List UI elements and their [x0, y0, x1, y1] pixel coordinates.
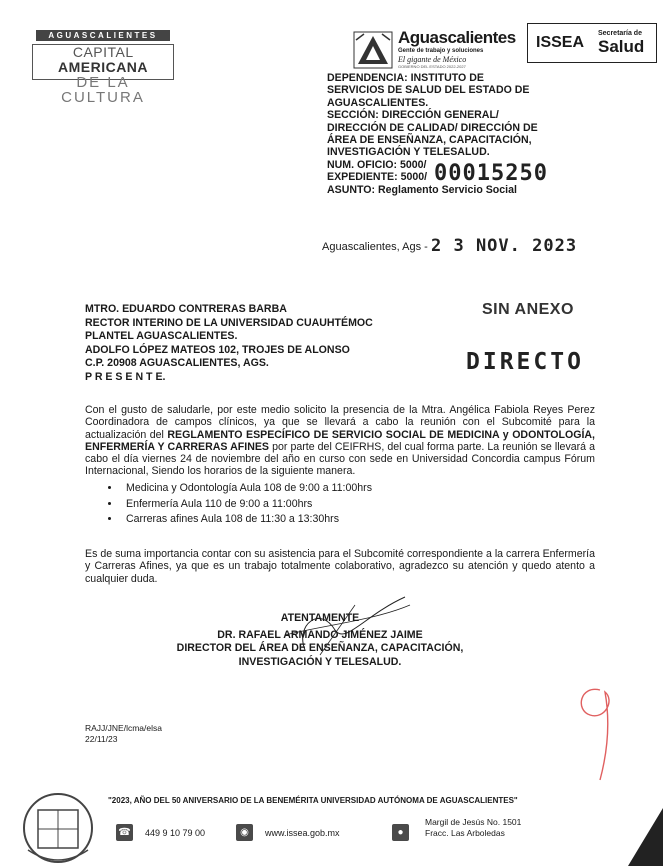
- meta-line: ASUNTO: Reglamento Servicio Social: [327, 183, 517, 196]
- globe-icon: ◉: [236, 824, 253, 841]
- meta-line: NUM. OFICIO: 5000/: [327, 158, 427, 171]
- body-text: por parte del CEIFRHS, del cual forma parte. La reunión se llevará a cabo el día viernes 24 de noviembre del año en curso con sede en Universidad Concordia campus Fórum Internacional, Siendo los horarios de la siguiente manera.: [85, 440, 596, 478]
- salud-label: Salud: [598, 37, 645, 56]
- initials-block: [85, 723, 162, 745]
- directo-stamp: DIRECTO: [466, 349, 584, 375]
- state-emblem-icon: [352, 30, 394, 70]
- footer-lema: "2023, AÑO DEL 50 ANIVERSARIO DE LA BENEMÉRITA UNIVERSIDAD AUTÓNOMA DE AGUASCALIENTES": [108, 796, 518, 805]
- meta-line: EXPEDIENTE: 5000/: [327, 171, 428, 184]
- footer-web: [236, 824, 340, 841]
- issea-salud-logo: [527, 23, 657, 63]
- address-line: Margil de Jesús No. 1501: [425, 817, 522, 827]
- recipient-line: PLANTEL AGUASCALIENTES.: [85, 330, 238, 342]
- recipient-line: P R E S E N T E.: [85, 370, 166, 383]
- footer-address: [425, 817, 521, 839]
- closing-paragraph: Es de suma importancia contar con su asistencia para el Subcomité correspondiente a la carrera Enfermería y Carreras Afines, ya que es un trabajo totalmente colaborativo, agradezco su atención y quedo atento a cualquier duda.: [85, 548, 595, 585]
- americana-word: AMERICANA: [57, 59, 149, 75]
- body-text: Con el gusto de saludarle, por este medio solicito la presencia de la Mtra. Angélica Fabiola Reyes Perez Coordinadora de campos clínicos, ya que se llevará a cabo la reunión con el Subcomité para la actualización del: [85, 404, 595, 441]
- secretaria-label: Secretaría de: [598, 30, 642, 37]
- gov-logo-small: GOBIERNO DEL ESTADO 2022-2027: [398, 64, 466, 69]
- website-link: www.issea.gob.mx: [265, 827, 340, 838]
- footer-phone: [116, 824, 205, 841]
- red-handwritten-mark: [560, 680, 630, 790]
- issea-name: ISSEA: [536, 34, 585, 51]
- signer-title: INVESTIGACIÓN Y TELESALUD.: [238, 655, 402, 668]
- date-place: Aguascalientes, Ags -: [322, 241, 428, 253]
- meta-line: INVESTIGACIÓN Y TELESALUD.: [327, 146, 490, 159]
- recipient-block: [85, 303, 373, 384]
- gov-logo-title: Aguascalientes: [398, 28, 516, 47]
- initials-date: 22/11/23: [85, 734, 118, 744]
- schedule-item: • Enfermería Aula 110 de 9:00 a 11:00hrs: [121, 497, 595, 513]
- date-stamp: 2 3 NOV. 2023: [431, 236, 578, 256]
- meta-line: AGUASCALIENTES.: [327, 96, 429, 109]
- recipient-line: MTRO. EDUARDO CONTRERAS BARBA: [85, 303, 287, 315]
- de-la-cultura: DE LA CULTURA: [61, 74, 145, 106]
- signer-title: DIRECTOR DEL ÁREA DE ENSEÑANZA, CAPACITACIÓN,: [176, 642, 464, 654]
- schedule-item: • Carreras afines Aula 108 de 11:30 a 13:30hrs: [121, 512, 595, 528]
- aguascalientes-badge: AGUASCALIENTES: [36, 30, 170, 41]
- location-pin-icon: ●: [392, 824, 409, 841]
- schedule-list: [85, 481, 595, 528]
- state-seal-icon: [18, 790, 98, 866]
- corner-decoration: [628, 808, 663, 866]
- gov-logo-tag: Gente de trabajo y soluciones: [398, 48, 484, 54]
- signer-name: DR. RAFAEL ARMANDO JIMÉNEZ JAIME: [217, 628, 423, 641]
- sin-anexo-stamp: SIN ANEXO: [482, 301, 574, 318]
- gobierno-aguascalientes-logo: [398, 29, 526, 69]
- recipient-line: ADOLFO LÓPEZ MATEOS 102, TROJES DE ALONSO: [85, 343, 350, 356]
- schedule-item: • Medicina y Odontología Aula 108 de 9:00 a 11:00hrs: [121, 481, 595, 497]
- meta-line: DIRECCIÓN DE CALIDAD/ DIRECCIÓN DE: [327, 121, 538, 134]
- signature-block: [140, 612, 500, 669]
- phone-icon: ☎: [116, 824, 133, 841]
- capital-word: CAPITAL: [72, 44, 134, 60]
- phone-number: 449 9 10 79 00: [145, 827, 206, 838]
- recipient-line: C.P. 20908 AGUASCALIENTES, AGS.: [85, 357, 269, 369]
- body-paragraph: [85, 404, 595, 478]
- meta-line: ÁREA DE ENSEÑANZA, CAPACITACIÓN,: [327, 134, 532, 147]
- meta-line: SERVICIOS DE SALUD DEL ESTADO DE: [327, 84, 530, 97]
- initials-line: RAJJ/JNE/lcma/elsa: [85, 723, 162, 733]
- letter-body: [85, 404, 595, 528]
- body-bold-text: REGLAMENTO ESPECÍFICO DE SERVICIO SOCIAL DE MEDICINA y ODONTOLOGÍA, ENFERMERÍA Y CARRERAS AFINES: [85, 428, 595, 453]
- atentamente: ATENTAMENTE: [280, 612, 360, 624]
- address-line: Fracc. Las Arboledas: [425, 828, 505, 838]
- gov-logo-slogan: El gigante de México: [398, 55, 467, 64]
- meta-line: SECCIÓN: DIRECCIÓN GENERAL/: [327, 109, 499, 122]
- oficio-number-stamp: 00015250: [434, 161, 548, 186]
- recipient-line: RECTOR INTERINO DE LA UNIVERSIDAD CUAUHTÉMOC: [85, 316, 373, 329]
- capital-americana-logo: [32, 44, 174, 106]
- meta-line: DEPENDENCIA: INSTITUTO DE: [327, 72, 484, 84]
